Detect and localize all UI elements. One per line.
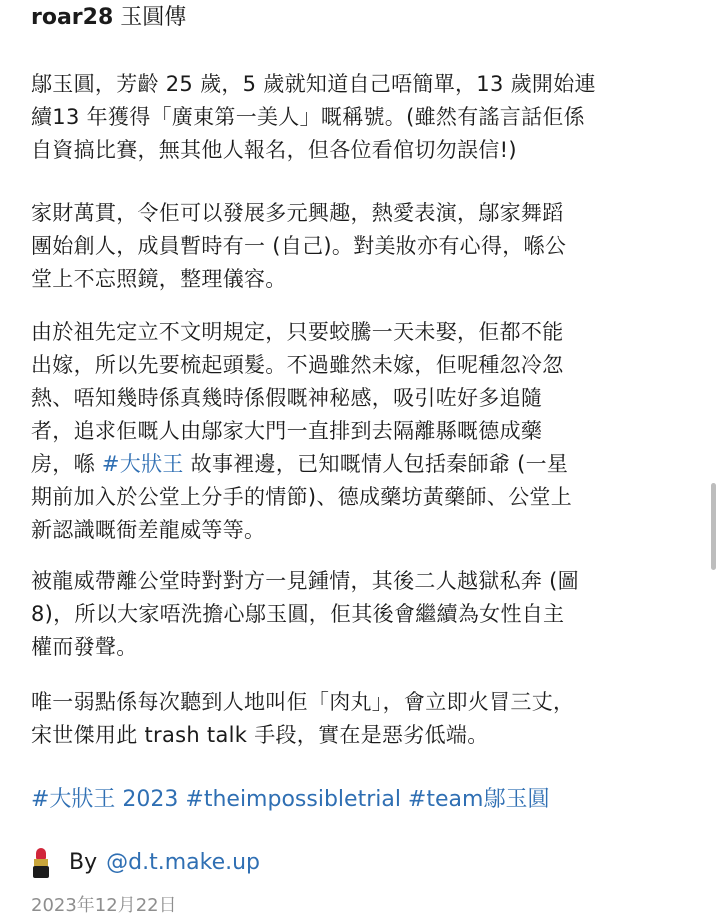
paragraph-elopement	[31, 565, 579, 664]
post-caption	[31, 0, 693, 916]
credit-handle-link[interactable]: @d.t.make.up	[106, 850, 261, 875]
text-line: 新認識嘅衙差龍威等等。	[31, 518, 266, 542]
text-line: 自資搞比賽，無其他人報名，但各位看倌切勿誤信!)	[31, 138, 517, 162]
text-line: 期前加入於公堂上分手的情節)、德成藥坊黃藥師、公堂上	[31, 485, 572, 509]
text-line: 8)，所以大家唔洗擔心鄔玉圓，佢其後會繼續為女性自主	[31, 602, 565, 626]
hashtag-link[interactable]: #大狀王	[101, 452, 184, 476]
text-line: 家財萬貫，令佢可以發展多元興趣，熱愛表演，鄔家舞蹈	[31, 201, 564, 225]
credit-by-label: By	[69, 850, 98, 875]
scrollbar-thumb[interactable]	[711, 483, 716, 570]
text-fragment: 房，喺	[31, 452, 102, 476]
paragraph-intro	[31, 68, 596, 167]
caption-title: 玉圓傳	[120, 5, 187, 30]
text-line: 堂上不忘照鏡，整理儀容。	[31, 267, 287, 291]
text-line: 宋世傑用此 trash talk 手段，實在是惡劣低端。	[31, 723, 489, 747]
paragraph-weakness	[31, 686, 574, 752]
credit-line	[31, 846, 260, 880]
username-link[interactable]: roar28	[31, 5, 114, 30]
caption-header	[31, 0, 693, 36]
text-line: 權而發聲。	[31, 635, 138, 659]
text-line: 續13 年獲得「廣東第一美人」嘅稱號。(雖然有謠言話佢係	[31, 105, 585, 129]
hashtag-links[interactable]: #大狀王 2023 #theimpossibletrial #team鄔玉圓	[31, 787, 550, 812]
paragraph-suitors	[31, 316, 572, 547]
text-line: 被龍威帶離公堂時對對方一見鍾情，其後二人越獄私奔 (圖	[31, 569, 579, 593]
text-line: 熱、唔知幾時係真幾時係假嘅神秘感，吸引咗好多追隨	[31, 386, 543, 410]
post-date: 2023年12月22日	[31, 895, 177, 916]
text-fragment: 故事裡邊，已知嘅情人包括秦師爺 (一星	[183, 452, 569, 476]
text-line: 者，追求佢嘅人由鄔家大門一直排到去隔離縣嘅德成藥	[31, 419, 543, 443]
text-line: 唯一弱點係每次聽到人地叫佢「肉丸」，會立即火冒三丈，	[31, 690, 575, 714]
text-line: 由於祖先定立不文明規定，只要蛟騰一天未娶，佢都不能	[31, 320, 564, 344]
text-line: 團始創人，成員暫時有一 (自己)。對美妝亦有心得，喺公	[31, 234, 567, 258]
text-line	[31, 448, 572, 481]
text-line: 出嫁，所以先要梳起頭髮。不過雖然未嫁，佢呢種忽冷忽	[31, 353, 564, 377]
paragraph-wealth	[31, 197, 566, 296]
lipstick-icon	[31, 848, 51, 878]
text-line: 鄔玉圓，芳齡 25 歲，5 歲就知道自己唔簡單，13 歲開始連	[31, 72, 596, 96]
